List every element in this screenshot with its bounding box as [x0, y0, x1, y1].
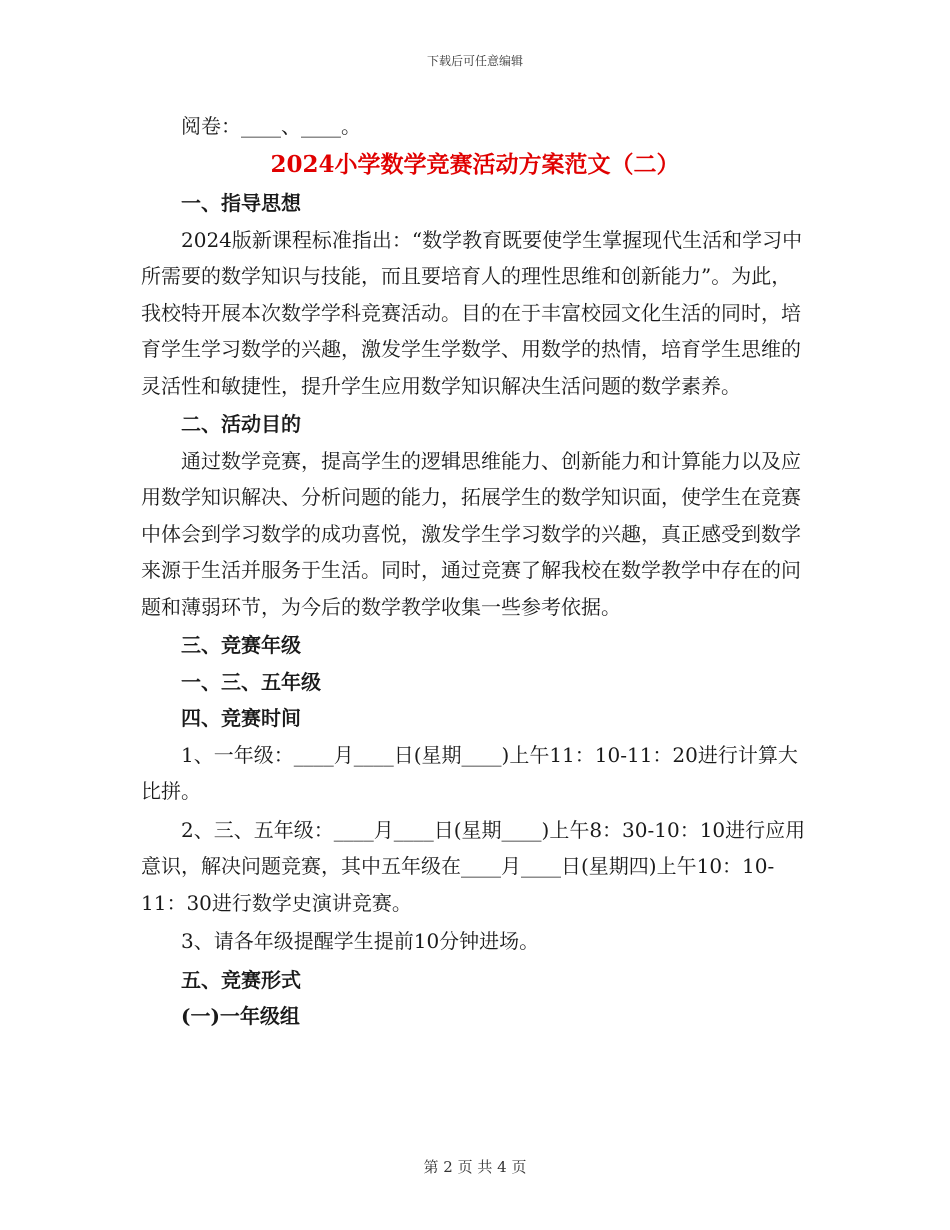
competition-grades-list: 一、三、五年级	[181, 669, 321, 694]
section-body-activity-purpose: 通过数学竞赛，提高学生的逻辑思维能力、创新能力和计算能力以及应用数学知识解决、分析问题的能力，拓展学生的数学知识面，使学生在竞赛中体会到学习数学的成功喜悦，激发学生学习数学的兴趣，真正感受到数学来源于生活并服务于生活。同时，通过竞赛了解我校在数学教学中存在的问题和薄弱环节，为今后的数学教学收集一些参考依据。	[141, 448, 801, 619]
time-item-2: 2、三、五年级：____月____日(星期____)上午8：30-10：10进行应用意识，解决问题竞赛，其中五年级在____月____日(星期四)上午10：10-11：30进行数学史演讲竞赛。	[141, 817, 806, 915]
section-heading-competition-grades: 三、竞赛年级	[181, 633, 301, 657]
page-header: 下载后可任意编辑	[426, 54, 523, 68]
time-item-1: 1、一年级：____月____日(星期____)上午11：10-11：20进行计算大比拼。	[141, 742, 798, 803]
time-item-3: 3、请各年级提醒学生提前10分钟进场。	[181, 929, 540, 953]
section-heading-competition-format: 五、竞赛形式	[181, 967, 301, 992]
page-footer: 第 2 页 共 4 页	[423, 1158, 527, 1176]
review-line: 阅卷：____、____。	[181, 114, 361, 138]
section-heading-activity-purpose: 二、活动目的	[181, 412, 301, 436]
format-subheading-grade-1: (一)一年级组	[181, 1004, 300, 1028]
section-heading-guiding-thought: 一、指导思想	[181, 191, 301, 215]
document-body	[141, 108, 809, 1035]
section-heading-competition-time: 四、竞赛时间	[181, 706, 301, 730]
document-title: 2024小学数学竞赛活动方案范文（二）	[270, 150, 680, 178]
section-body-guiding-thought: 2024版新课程标准指出：“数学教育既要使学生掌握现代生活和学习中所需要的数学知识与技能，而且要培育人的理性思维和创新能力”。为此，我校特开展本次数学学科竞赛活动。目的在于丰富校园文化生活的同时，培育学生学习数学的兴趣，激发学生学数学、用数学的热情，培育学生思维的灵活性和敏捷性，提升学生应用数学知识解决生活问题的数学素养。	[141, 227, 803, 398]
